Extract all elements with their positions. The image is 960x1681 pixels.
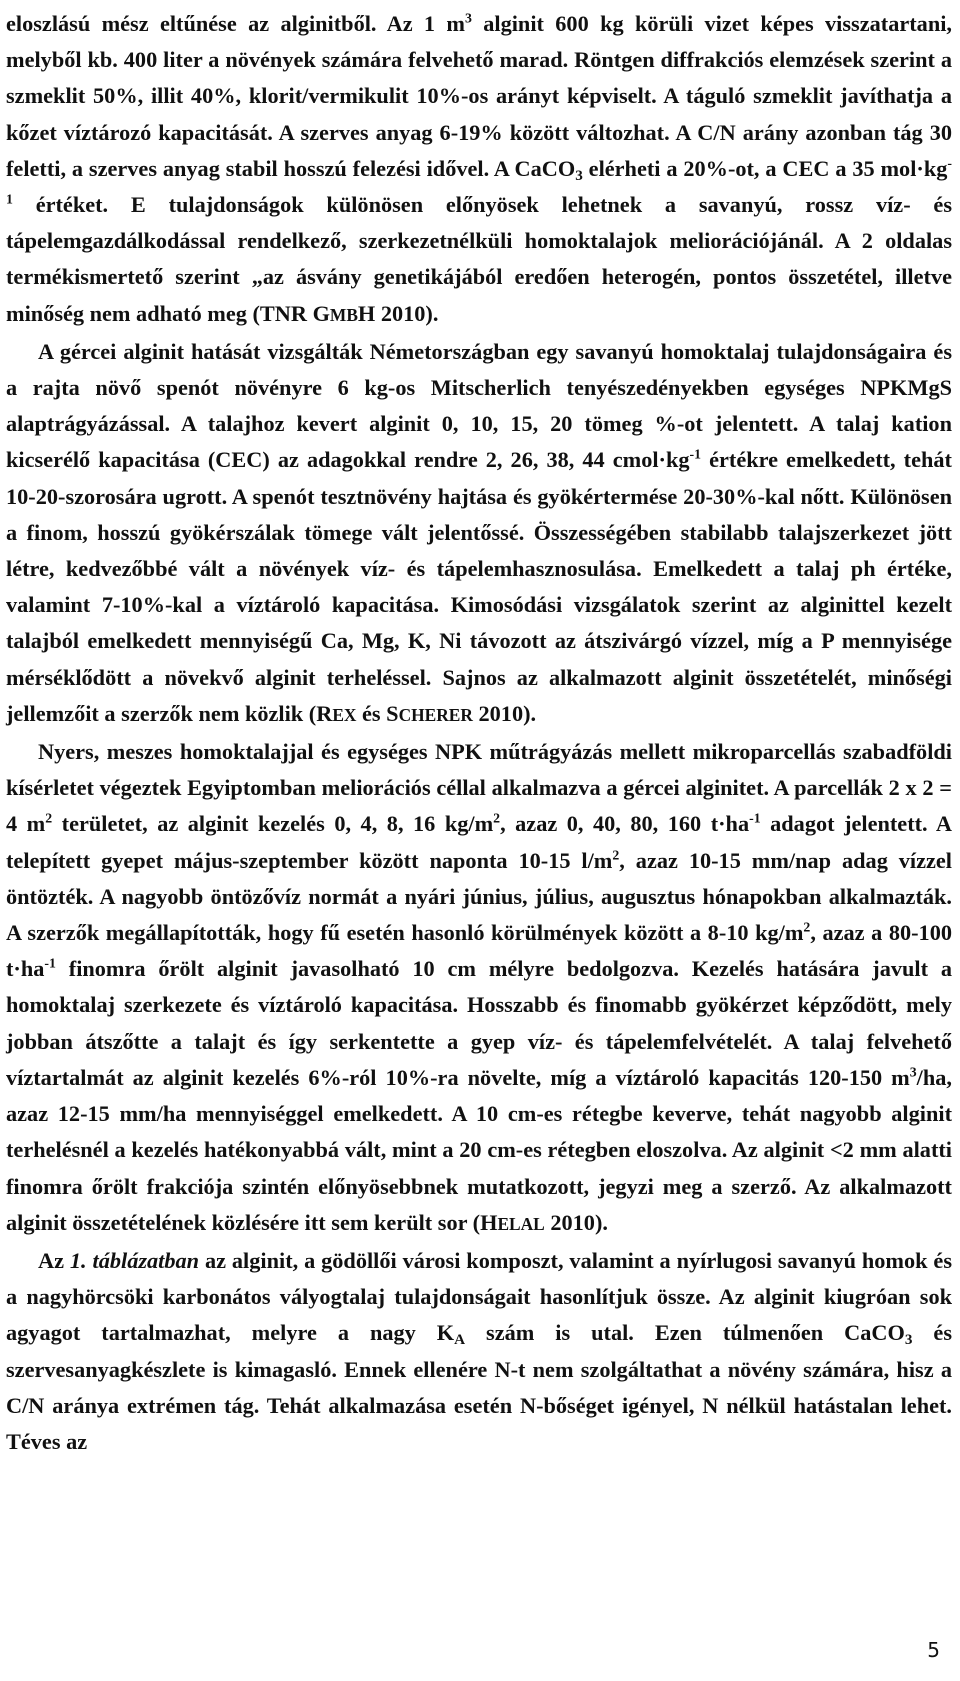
page-number: 5: [927, 1638, 940, 1662]
paragraph-table-comparison: Az 1. táblázatban az alginit, a gödöllői városi komposzt, valamint a nyírlugosi savanyú homok és a nagyhörcsöki karbonátos vályogtalaj tulajdonságait hasonlítjuk össze. Az alginit kiugróan sok agyagot tartalmazhat, melyre a nagy $K_A$ szám is utal. Ezen túlmenően CaCO$_3$ és szervesanyagkészlete is kimagasló. Ennek ellenére N-t nem szolgáltathat a növény számára, hisz a C/N aránya extrémen tág. Tehát alkalmazása esetén N-bőséget igényel, N nélkül hatástalan lehet. Téves az: [6, 1247, 952, 1454]
paragraph-germany-experiment: A gércei alginit hatását vizsgálták Németországban egy savanyú homoktalaj tulajdonságaira és a rajta növő spenót növényre 6 kg-os Mitscherlich tenyészedényekben egységes NPKMgS alaptrágyázással. A talajhoz kevert alginit 0, 10, 15, 20 tömeg %-ot jelentett. A talaj kation kicserélő kapacitása (CEC) az adagokkal rendre 2, 26, 38, 44 $cmol\cdot kg^{-1}$ értékre emelkedett, tehát 10-20-szorosára ugrott. A spenót tesztnövény hajtása és gyökértermése 20-30%-kal nőtt. Különösen a finom, hosszú gyökérszálak tömege vált jelentőssé. Összességében stabilabb talajszerkezet jött létre, kedvezőbbé vált a növények víz- és tápelemhasznosulása. Emelkedett a talaj ph értéke, valamint 7-10%-kal a víztároló kapacitása. Kimosódási vizsgálatok szerint az alginittel kezelt talajból emelkedett mennyiségű Ca, Mg, K, Ni távozott az átszivárgó vízzel, míg a P mennyisége mérséklődött a növekvő alginit terheléssel. Sajnos az alkalmazott alginit összetételét, minőségi jellemzőit a szerzők nem közlik (REX és SCHERER 2010).: [6, 338, 952, 726]
paragraph-egypt-experiment: Nyers, meszes homoktalajjal és egységes NPK műtrágyázás mellett mikroparcellás szabadföldi kísérletet végeztek Egyiptomban meliorációs céllal alkalmazva a gércei alginitet. A parcellák 2 x 2 = 4 $m^2$ területet, az alginit kezelés 0, 4, 8, 16 $kg/m^2$, azaz 0, 40, 80, 160 $t\cdot ha^{-1}$ adagot jelentett. A telepített gyepet május-szeptember között naponta 10-15 $l/m^2$, azaz 10-15 mm/nap adag vízzel öntözték. A nagyobb öntözővíz normát a nyári június, július, augusztus hónapokban alkalmazták. A szerzők megállapították, hogy fű esetén hasonló körülmények között a 8-10 $kg/m^2$, azaz a 80-100 $t\cdot ha^{-1}$ finomra őrölt alginit javasolható 10 cm mélyre bedolgozva. Kezelés hatására javult a homoktalaj szerkezete és víztároló kapacitása. Hosszabb és finomabb gyökérzet képződött, mely jobban átszőtte a talajt és így serkentette a gyep víz- és tápelemfelvételét. A talaj felvehető víztartalmát az alginit kezelés 6%-ról 10%-ra növelte, míg a víztároló kapacitás 120-150 $m^3/ha$, azaz 12-15 mm/ha mennyiséggel emelkedett. A 10 cm-es rétegbe keverve, tehát nagyobb alginit terhelésnél a kezelés hatékonyabbá vált, mint a 20 cm-es rétegben eloszolva. Az alginit <2 mm alatti finomra őrölt frakciója szintén előnyösebbnek mutatkozott, jegyzi meg a szerző. Az alkalmazott alginit összetételének közlésére itt sem került sor (HELAL 2010).: [6, 739, 953, 1235]
paragraph-alginit-properties: eloszlású mész eltűnése az alginitből. Az 1 $m^3$ alginit 600 kg körüli vizet képes visszatartani, melyből kb. 400 liter a növények számára felvehető marad. Röntgen diffrakciós elemzések szerint a szmeklit 50%, illit 40%, klorit/vermikulit 10%-os arányt képviselt. A táguló szmeklit javíthatja a kőzet víztározó kapacitását. A szerves anyag 6-19% között változhat. A C/N arány azonban tág 30 feletti, a szerves anyag stabil hosszú felezési idővel. A CaCO$_3$ elérheti a 20%-ot, a CEC a 35 $mol\cdot kg^{-1}$ értéket. E tulajdonságok különösen előnyösek lehetnek a savanyú, rossz víz- és tápelemgazdálkodással rendelkező, szerkezetnélküli homoktalajok meliorációjánál. A 2 oldalas termékismertető szerint „az ásvány genetikájából eredően heterogén, pontos összetétel, illetve minőség nem adható meg (TNR GMBH 2010).: [6, 10, 952, 326]
table-reference: 1. táblázatban: [69, 1247, 200, 1273]
